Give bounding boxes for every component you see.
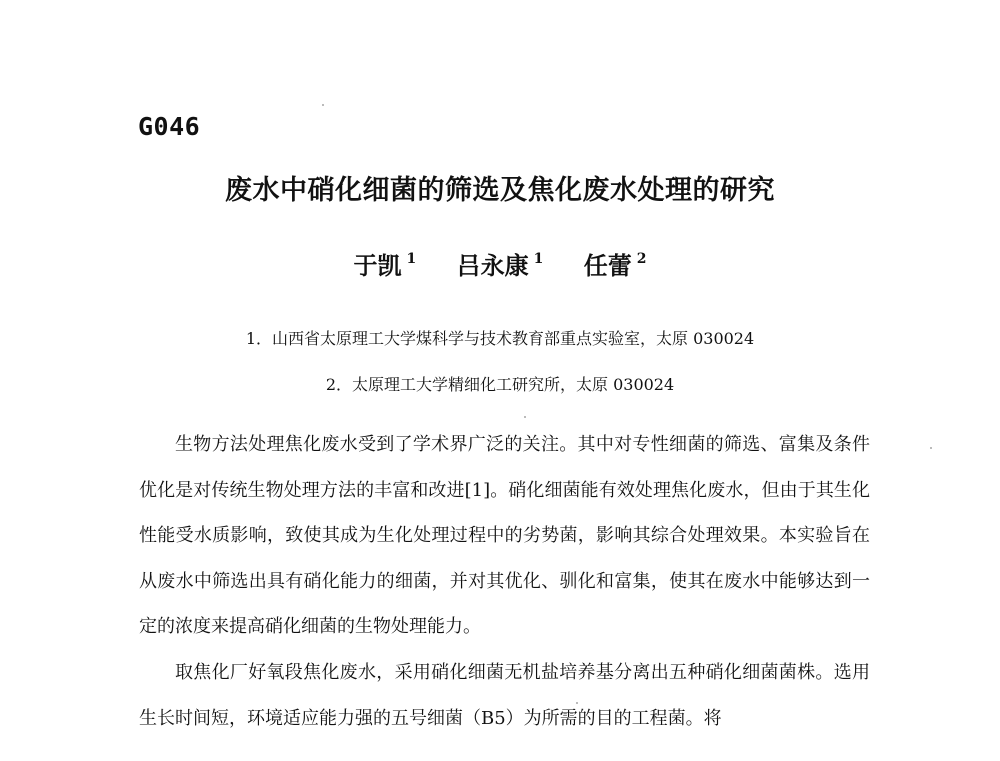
paper-code: G046 <box>138 112 201 141</box>
paper-title: 废水中硝化细菌的筛选及焦化废水处理的研究 <box>225 175 775 206</box>
author-list <box>140 246 860 281</box>
author-name: 吕永康 <box>456 252 529 280</box>
abstract-body <box>139 422 870 741</box>
author <box>457 246 544 281</box>
author-name: 任蕾 <box>583 252 632 280</box>
body-paragraph: 生物方法处理焦化废水受到了学术界广泛的关注。其中对专性细菌的筛选、富集及条件优化是对传统生物处理方法的丰富和改进[1]。硝化细菌能有效处理焦化废水，但由于其生化性能受水质影响，致使其成为生化处理过程中的劣势菌，影响其综合处理效果。本实验旨在从废水中筛选出具有硝化能力的细菌，并对其优化、驯化和富集，使其在废水中能够达到一定的浓度来提高硝化细菌的生物处理能力。 <box>139 434 870 638</box>
author-name: 于凯 <box>353 252 402 280</box>
body-paragraph: 取焦化厂好氧段焦化废水，采用硝化细菌无机盐培养基分离出五种硝化细菌菌株。选用生长时间短，环境适应能力强的五号细菌（B5）为所需的目的工程菌。将 <box>139 661 870 729</box>
affiliation: 1．山西省太原理工大学煤科学与技术教育部重点实验室，太原 030024 <box>245 329 755 348</box>
author <box>354 246 417 281</box>
affiliation: 2．太原理工大学精细化工研究所，太原 030024 <box>325 375 675 394</box>
scan-speck <box>930 447 932 449</box>
scan-speck <box>576 702 578 704</box>
author-affil-mark: 1 <box>406 251 417 267</box>
author-affil-mark: 1 <box>533 251 544 267</box>
author <box>584 246 647 281</box>
author-affil-mark: 2 <box>636 251 647 267</box>
scan-speck <box>524 416 526 418</box>
scan-speck <box>322 104 324 106</box>
